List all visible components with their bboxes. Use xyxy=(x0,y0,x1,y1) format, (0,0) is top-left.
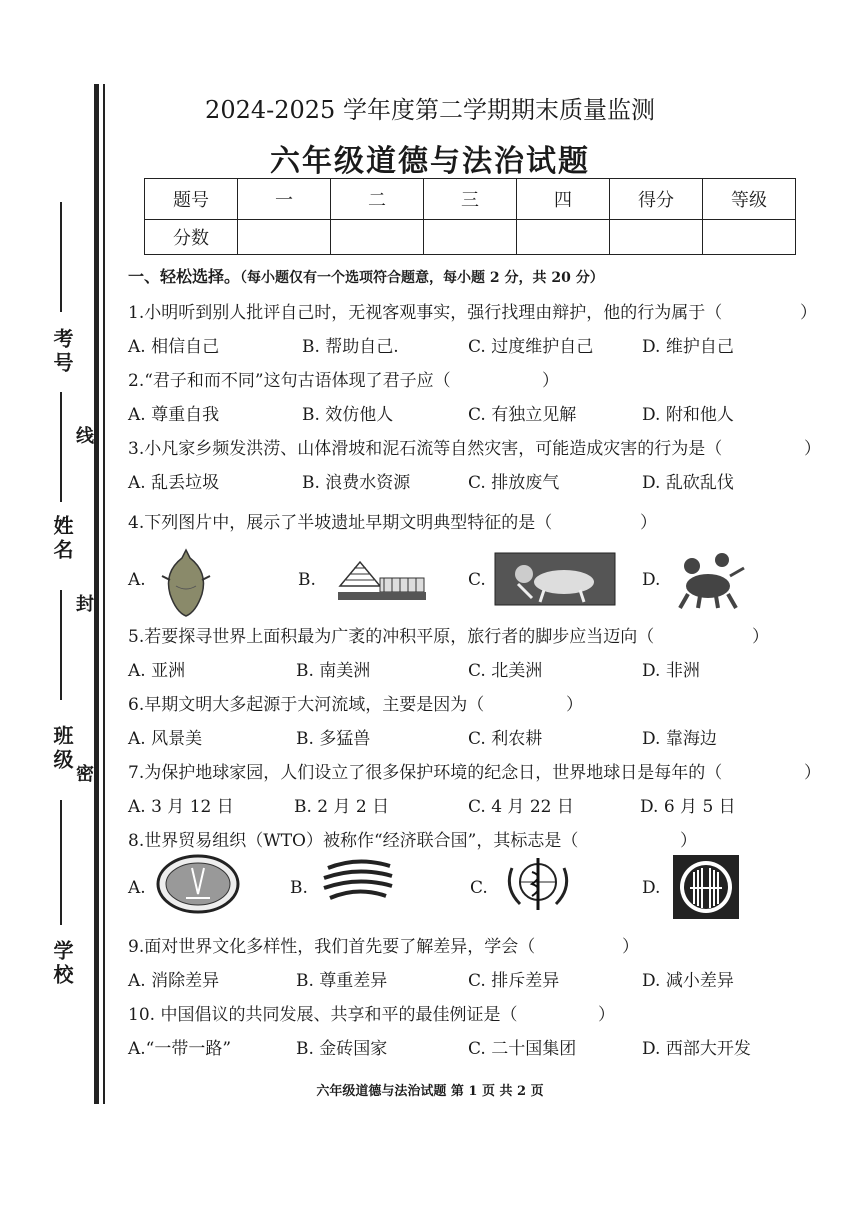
question-5-option-a[interactable]: A. 亚洲 xyxy=(128,661,186,681)
class-label: 班级 xyxy=(50,725,74,773)
relief-carving-icon[interactable] xyxy=(494,552,616,606)
page-footer: 六年级道德与法治试题 第 1 页 共 2 页 xyxy=(316,1084,544,1099)
question-1-option-a[interactable]: A. 相信自己 xyxy=(128,337,220,357)
score-cell[interactable] xyxy=(331,220,424,255)
question-8-option-a[interactable]: A. xyxy=(128,878,146,898)
question-4-option-b[interactable]: B. xyxy=(298,570,316,590)
exam-title: 2024-2025 学年度第二学期期末质量监测 xyxy=(205,96,655,124)
question-9-option-a[interactable]: A. 消除差异 xyxy=(128,971,220,991)
question-6-option-d[interactable]: D. 靠海边 xyxy=(642,729,717,749)
question-5-stem: 5.若要探寻世界上面积最为广袤的冲积平原，旅行者的脚步应当迈向（ xyxy=(128,627,655,647)
question-6-option-b[interactable]: B. 多猛兽 xyxy=(296,729,371,749)
table-header-cell: 二 xyxy=(331,179,424,220)
question-2-stem: 2.“君子和而不同”这句古语体现了君子应（ xyxy=(128,371,451,391)
question-5-option-c[interactable]: C. 北美洲 xyxy=(468,661,543,681)
table-header-cell: 题号 xyxy=(145,179,238,220)
score-cell[interactable] xyxy=(703,220,796,255)
stilt-house-icon[interactable] xyxy=(336,556,428,604)
question-10-close: ） xyxy=(598,1005,615,1025)
question-10-stem: 10. 中国倡议的共同发展、共享和平的最佳例证是（ xyxy=(128,1005,518,1025)
question-3-option-c[interactable]: C. 排放废气 xyxy=(468,473,560,493)
binding-line-thick xyxy=(94,84,99,1104)
question-2-option-b[interactable]: B. 效仿他人 xyxy=(302,405,394,425)
coin-emblem-icon[interactable] xyxy=(156,854,240,914)
question-4-option-a[interactable]: A. xyxy=(128,570,146,590)
question-1-option-d[interactable]: D. 维护自己 xyxy=(642,337,734,357)
question-1-stem: 1.小明听到别人批评自己时，无视客观事实，强行找理由辩护，他的行为属于（ xyxy=(128,303,723,323)
who-emblem-icon[interactable] xyxy=(500,854,576,914)
question-9-option-b[interactable]: B. 尊重差异 xyxy=(296,971,388,991)
question-9-option-d[interactable]: D. 减小差异 xyxy=(642,971,734,991)
seal-word-line: 线 xyxy=(76,426,94,447)
pottery-vase-icon[interactable] xyxy=(158,546,214,618)
table-header-cell: 得分 xyxy=(610,179,703,220)
question-3-option-b[interactable]: B. 浪费水资源 xyxy=(302,473,411,493)
asean-emblem-icon[interactable] xyxy=(672,854,740,920)
name-blank[interactable] xyxy=(60,392,62,502)
table-header-cell: 四 xyxy=(517,179,610,220)
question-9-close: ） xyxy=(622,937,639,957)
question-10-option-d[interactable]: D. 西部大开发 xyxy=(642,1039,751,1059)
question-8-stem: 8.世界贸易组织（WTO）被称作“经济联合国”，其标志是（ xyxy=(128,831,579,851)
seal-word-seal: 封 xyxy=(76,594,94,615)
question-2-option-d[interactable]: D. 附和他人 xyxy=(642,405,734,425)
question-8-option-b[interactable]: B. xyxy=(290,878,308,898)
question-7-option-d[interactable]: D. 6 月 5 日 xyxy=(640,797,736,817)
exam-number-blank[interactable] xyxy=(60,202,62,312)
question-4-stem: 4.下列图片中，展示了半坡遗址早期文明典型特征的是（ xyxy=(128,513,553,533)
question-4-option-d[interactable]: D. xyxy=(642,570,661,590)
table-header-cell: 三 xyxy=(424,179,517,220)
question-1-close: ） xyxy=(800,303,817,323)
school-label: 学校 xyxy=(50,940,74,988)
question-2-close: ） xyxy=(542,371,559,391)
score-cell[interactable] xyxy=(610,220,703,255)
exam-number-label: 考号 xyxy=(50,328,74,376)
score-cell[interactable] xyxy=(238,220,331,255)
bronze-figure-icon[interactable] xyxy=(670,546,746,610)
section-heading xyxy=(128,264,604,287)
section-title: 一、轻松选择。 xyxy=(128,267,241,286)
question-6-stem: 6.早期文明大多起源于大河流域，主要是因为（ xyxy=(128,695,485,715)
question-8-option-d[interactable]: D. xyxy=(642,878,661,898)
question-6-option-a[interactable]: A. 风景美 xyxy=(128,729,203,749)
question-10-option-b[interactable]: B. 金砖国家 xyxy=(296,1039,388,1059)
question-6-close: ） xyxy=(566,695,583,715)
score-table xyxy=(144,178,796,255)
question-5-option-d[interactable]: D. 非洲 xyxy=(642,661,700,681)
wto-logo-icon[interactable] xyxy=(320,858,396,908)
question-10-option-a[interactable]: A.“一带一路” xyxy=(128,1039,232,1059)
question-1-option-b[interactable]: B. 帮助自己. xyxy=(302,337,399,357)
question-2-option-a[interactable]: A. 尊重自我 xyxy=(128,405,220,425)
school-blank[interactable] xyxy=(60,800,62,925)
question-3-close: ） xyxy=(804,439,821,459)
question-7-option-b[interactable]: B. 2 月 2 日 xyxy=(294,797,390,817)
class-blank[interactable] xyxy=(60,590,62,700)
table-header-cell: 一 xyxy=(238,179,331,220)
question-4-close: ） xyxy=(640,513,657,533)
question-8-close: ） xyxy=(680,831,697,851)
question-9-option-c[interactable]: C. 排斥差异 xyxy=(468,971,560,991)
exam-subtitle: 六年级道德与法治试题 xyxy=(270,144,590,179)
question-7-option-c[interactable]: C. 4 月 22 日 xyxy=(468,797,574,817)
question-7-option-a[interactable]: A. 3 月 12 日 xyxy=(128,797,234,817)
section-note: （每小题仅有一个选项符合题意，每小题 2 分，共 20 分） xyxy=(240,270,604,286)
question-5-option-b[interactable]: B. 南美洲 xyxy=(296,661,371,681)
question-10-option-c[interactable]: C. 二十国集团 xyxy=(468,1039,577,1059)
question-1-option-c[interactable]: C. 过度维护自己 xyxy=(468,337,594,357)
binding-line-thin xyxy=(103,84,105,1104)
score-row-label: 分数 xyxy=(145,220,238,255)
question-6-option-c[interactable]: C. 利农耕 xyxy=(468,729,543,749)
question-3-option-d[interactable]: D. 乱砍乱伐 xyxy=(642,473,734,493)
seal-word-secret: 密 xyxy=(76,764,94,785)
question-9-stem: 9.面对世界文化多样性，我们首先要了解差异，学会（ xyxy=(128,937,536,957)
table-header-cell: 等级 xyxy=(703,179,796,220)
score-cell[interactable] xyxy=(517,220,610,255)
question-3-stem: 3.小凡家乡频发洪涝、山体滑坡和泥石流等自然灾害，可能造成灾害的行为是（ xyxy=(128,439,723,459)
question-7-stem: 7.为保护地球家园，人们设立了很多保护环境的纪念日，世界地球日是每年的（ xyxy=(128,763,723,783)
question-7-close: ） xyxy=(804,763,821,783)
question-4-option-c[interactable]: C. xyxy=(468,570,486,590)
question-8-option-c[interactable]: C. xyxy=(470,878,488,898)
score-cell[interactable] xyxy=(424,220,517,255)
question-3-option-a[interactable]: A. 乱丢垃圾 xyxy=(128,473,220,493)
name-label: 姓名 xyxy=(50,515,74,563)
question-5-close: ） xyxy=(752,627,769,647)
question-2-option-c[interactable]: C. 有独立见解 xyxy=(468,405,577,425)
